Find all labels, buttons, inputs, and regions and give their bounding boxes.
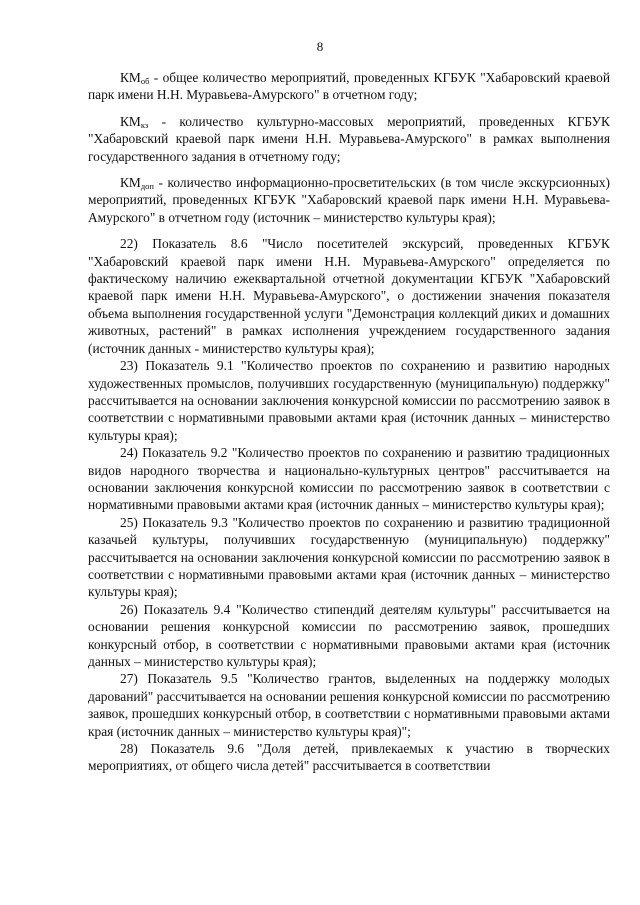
- definition-text: - общее количество мероприятий, проведенных КГБУК "Хабаровский краевой парк имени Н.Н. Муравьева-Амурского" в отчетном году;: [88, 70, 610, 103]
- item-22: 22) Показатель 8.6 "Число посетителей экскурсий, проведенных КГБУК "Хабаровский краевой парк имени Н.Н. Муравьева-Амурского" определяется по фактическому наличию ежеквартальной отчетной документации КГБУК "Хабаровский краевой парк имени Н.Н. Муравьева-Амурского", о достижении значения показателя объема выполнения государственной услуги "Демонстрация коллекций диких и домашних животных, растений" в рамках исполнения учреждением государственного задания (источник данных - министерство культуры края);: [88, 236, 610, 356]
- item-27: 27) Показатель 9.5 "Количество грантов, выделенных на поддержку молодых дарований" рассчитывается на основании решения конкурсной комиссии по рассмотрению заявок, прошедших конкурсный отбор, в соответствии с нормативными правовыми актами края (источник данных – министерство культуры края)";: [88, 671, 610, 739]
- definition-symbol: КМ: [120, 175, 141, 191]
- definition-text: - количество информационно-просветительских (в том числе экскурсионных) мероприятий, проведенных КГБУК "Хабаровский краевой парк имени Н.Н. Муравьева-Амурского" в отчетном году (источник – министерство культуры края);: [88, 175, 610, 225]
- item-28: 28) Показатель 9.6 "Доля детей, привлекаемых к участию в творческих мероприятиях, от общего числа детей" рассчитывается в соответствии: [88, 741, 610, 774]
- item-24: 24) Показатель 9.2 "Количество проектов по сохранению и развитию традиционных видов народного творчества и национально-культурных центров" рассчитывается на основании заключения конкурсной комиссии по рассмотрению заявок в соответствии с нормативными правовыми актами края (источник данных – министерство культуры края);: [88, 445, 610, 513]
- definition-symbol: КМ: [120, 70, 141, 85]
- definition-symbol: КМ: [120, 113, 141, 129]
- page-number: 8: [316, 39, 324, 54]
- definition-km-kz: [88, 113, 610, 165]
- definition-text: - количество культурно-массовых мероприятий, проведенных КГБУК "Хабаровский краевой парк имени Н.Н. Муравьева-Амурского" в рамках выполнения государственного задания в отчетному году;: [88, 113, 610, 164]
- item-23: 23) Показатель 9.1 "Количество проектов по сохранению и развитию народных художественных промыслов, получивших государственную (муниципальную) поддержку" рассчитывается на основании заключения конкурсной комиссии по рассмотрению заявок в соответствии с нормативными правовыми актами края (источник данных – министерство культуры края);: [88, 358, 610, 443]
- definition-subscript: об: [140, 76, 150, 86]
- definition-km-ob: [88, 69, 610, 104]
- item-26: 26) Показатель 9.4 "Количество стипендий деятелям культуры" рассчитывается на основании решения конкурсной комиссии по рассмотрению заявок, прошедших конкурсный отбор, в соответствии с нормативными правовыми актами края (источник данных – министерство культуры края);: [88, 601, 610, 669]
- definition-km-dop: [88, 174, 610, 226]
- definition-subscript: кз: [140, 119, 149, 130]
- document-body: [88, 69, 610, 775]
- definition-subscript: доп: [140, 181, 154, 192]
- item-25: 25) Показатель 9.3 "Количество проектов по сохранению и развитию традиционной казачьей культуры, получивших государственную (муниципальную) поддержку" рассчитывается на основании заключения конкурсной комиссии по рассмотрению заявок в соответствии с нормативными правовыми актами края (источник данных – министерство культуры края);: [88, 514, 610, 600]
